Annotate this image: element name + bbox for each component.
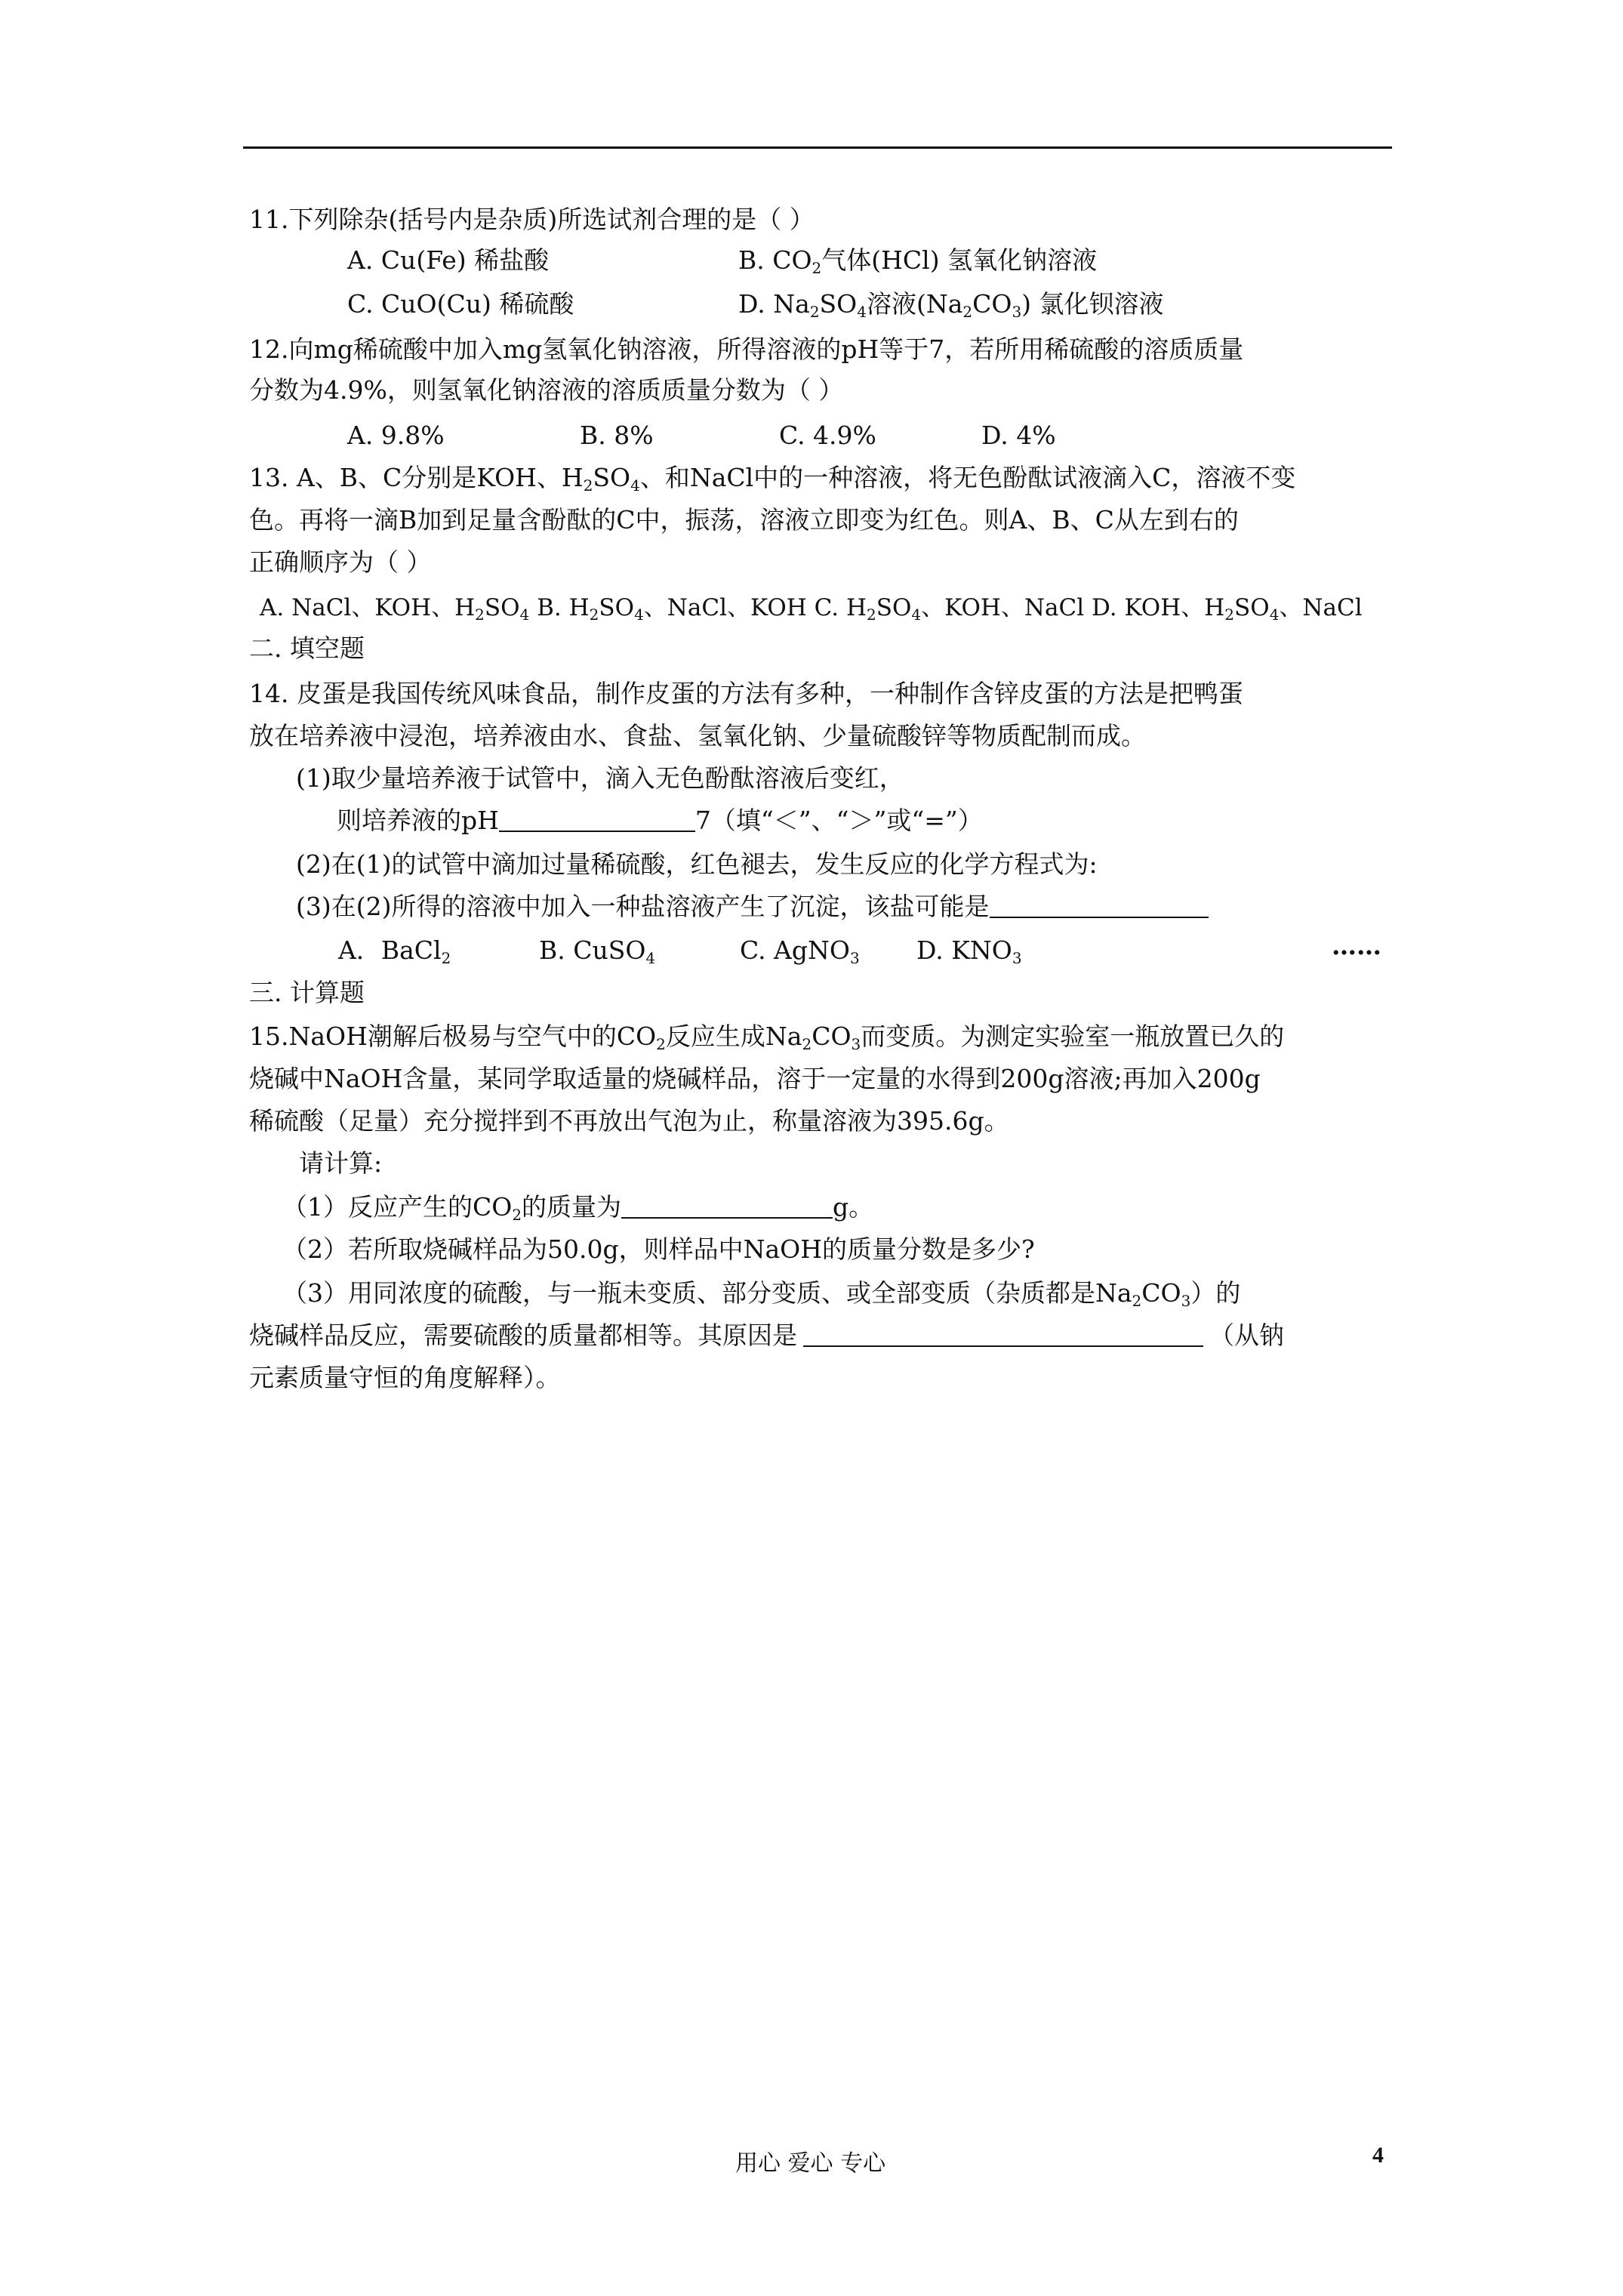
- salt-answer-blank[interactable]: [990, 891, 1209, 918]
- section-fill-in: 二. 填空题: [249, 633, 365, 663]
- page-number: 4: [1372, 2143, 1384, 2168]
- q13-options: A. NaCl、KOH、$H_2SO_4$ B. $H_2SO_4$、NaCl、KOH C. $H_2SO_4$、KOH、NaCl D. KOH、$H_2SO_4$、NaCl: [260, 594, 1363, 624]
- q12-line-2: 分数为4.9%，则氢氧化钠溶液的溶质质量分数为（ ）: [249, 375, 844, 405]
- q11-option-c: C. CuO(Cu) 稀硫酸: [347, 289, 574, 319]
- q14-line-2: 放在培养液中浸泡，培养液由水、食盐、氢氧化钠、少量硫酸锌等物质配制而成。: [249, 721, 1146, 750]
- q14-sub-1-ph: 则培养液的pH 7（填“＜”、“＞”或“=”）: [337, 806, 983, 835]
- co2-mass-blank[interactable]: [621, 1191, 833, 1219]
- q14-option-b: B. CuSO$_4$: [539, 935, 656, 967]
- q15-line-reason: 烧碱样品反应，需要硫酸的质量都相等。其原因是 （从钠: [249, 1321, 1284, 1350]
- footer-motto: 用心 爱心 专心: [735, 2150, 886, 2177]
- q14-option-c: C. AgNO$_3$: [740, 935, 860, 967]
- q15-sub-3: （3）用同浓度的硫酸，与一瓶未变质、部分变质、或全部变质（杂质都是$Na_2CO_3$）的: [282, 1278, 1241, 1310]
- q12-option-d: D. 4%: [981, 421, 1056, 450]
- q14-sub-3: (3)在(2)所得的溶液中加入一种盐溶液产生了沉淀，该盐可能是: [296, 889, 1209, 924]
- q14-option-a: A．BaCl$_2$: [338, 935, 451, 967]
- q14-line-1: 14. 皮蛋是我国传统风味食品，制作皮蛋的方法有多种，一种制作含锌皮蛋的方法是把鸭蛋: [249, 679, 1243, 708]
- q12-line-1: 12.向mg稀硫酸中加入mg氢氧化钠溶液，所得溶液的pH等于7，若所用稀硫酸的溶质质量: [249, 334, 1244, 364]
- q12-option-b: B. 8%: [580, 421, 654, 450]
- q12-option-c: C. 4.9%: [779, 421, 876, 450]
- q15-line-2: 烧碱中NaOH含量，某同学取适量的烧碱样品，溶于一定量的水得到200g溶液;再加入200g: [249, 1064, 1261, 1093]
- reason-blank[interactable]: [803, 1320, 1203, 1347]
- q14-option-d: D. $KNO_3$: [916, 935, 1022, 967]
- q15-line-last: 元素质量守恒的角度解释）。: [249, 1363, 561, 1392]
- q15-sub-2: （2）若所取烧碱样品为50.0g，则样品中NaOH的质量分数是多少?: [282, 1234, 1035, 1264]
- ph-answer-blank[interactable]: [499, 805, 695, 832]
- q15-sub-1: （1）反应产生的$CO_2$的质量为 g。: [282, 1192, 874, 1224]
- q11-option-b: B. $CO_2$气体(HCl) 氢氧化钠溶液: [738, 245, 1098, 277]
- q11-option-d: D. $Na_2SO_4$溶液$(Na_2CO_3)$ 氯化钡溶液: [738, 289, 1164, 321]
- q14-ellipsis: ……: [1332, 931, 1381, 960]
- q14-sub-2: (2)在(1)的试管中滴加过量稀硫酸，红色褪去，发生反应的化学方程式为:: [296, 849, 1098, 879]
- q15-line-3: 稀硫酸（足量）充分搅拌到不再放出气泡为止，称量溶液为395.6g。: [249, 1106, 1009, 1136]
- q13-line-1: 13. A、B、C分别是KOH、$H_2SO_4$、和NaCl中的一种溶液，将无色酚酞试液滴入C，溶液不变: [249, 463, 1296, 495]
- q11-option-a: A. Cu(Fe) 稀盐酸: [347, 245, 550, 275]
- q13-line-3: 正确顺序为（ ）: [249, 547, 432, 577]
- header-rule: [243, 146, 1392, 149]
- q15-line-1: 15.NaOH潮解后极易与空气中的$CO_2$反应生成$Na_2CO_3$而变质。为测定实验室一瓶放置已久的: [249, 1022, 1285, 1053]
- section-calculation: 三. 计算题: [249, 978, 365, 1007]
- q15-please-calc: 请计算:: [299, 1148, 383, 1178]
- q12-option-a: A. 9.8%: [347, 421, 445, 450]
- q11-stem: 11.下列除杂(括号内是杂质)所选试剂合理的是（ ）: [249, 205, 815, 234]
- q13-line-2: 色。再将一滴B加到足量含酚酞的C中，振荡，溶液立即变为红色。则A、B、C从左到右的: [249, 505, 1239, 535]
- q14-sub-1: (1)取少量培养液于试管中，滴入无色酚酞溶液后变红，: [296, 763, 904, 793]
